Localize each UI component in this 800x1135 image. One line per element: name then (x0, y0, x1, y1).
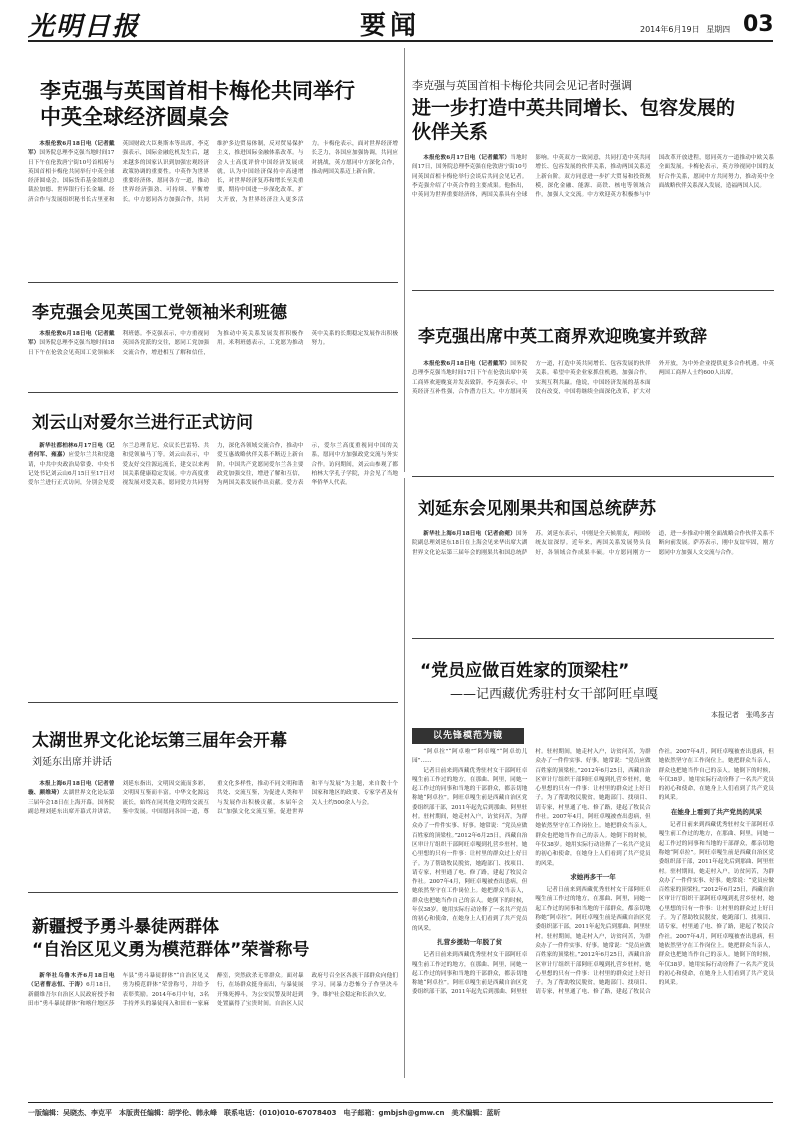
divider (412, 638, 774, 639)
weekday-text: 星期四 (706, 25, 731, 34)
divider (412, 290, 774, 291)
article-xinjiang-honor (28, 898, 398, 1078)
headline-line2: “自治区见义勇为模范群体”荣誉称号 (32, 940, 310, 960)
article-byline: 本报上海6月18日电（记者曾璇、颜维琦） (28, 781, 115, 797)
headline-line2: 中英全球经济圆桌会 (40, 105, 229, 129)
article-body (28, 330, 398, 376)
article-text-continued: 记者日前来到西藏优秀驻村女干部阿旺卓嘎生前工作过的地方，在那曲、阿里，同她一起工作过的同事和当地的干部群众，都亲切地称她“阿卓拉”。阿旺卓嘎生前是西藏自治区党委组织部干部，2011年起先后到那曲、阿里驻村。驻村期间，她走村入户，访贫问苦，为群众办了一件件实事、好事。她常说：“党员应做百姓家的顶梁柱。”2012年6月25日，西藏自治区审计厅组织干部阿旺卓嘎到扎营乡驻村，她心里想的只有一件事：让村里的群众过上好日子。为了帮助牧民脱贫，她跑部门、找项目、请专家，村里通了电、修了路，建起了牧民合作社。2007年4月，阿旺卓嘎被查出患病，但她依然坚守在工作岗位上。她把群众当亲人，群众也把她当作自己的亲人。她倒下的时候，年仅38岁。她用实际行动诠释了一名共产党员的初心和使命，在她身上人们看到了共产党员的风采。 (412, 749, 651, 996)
section-subhead: 扎营乡援助一年脱了贫 (437, 937, 503, 946)
newspaper-logo: 光明日报 (28, 12, 141, 42)
article-kicker: 李克强与英国首相卡梅伦共同会见记者时强调 (412, 79, 632, 92)
article-text: 6月18日，新疆维吾尔自治区人民政府授予和田市“勇斗暴徒群体”和喀什地区莎车县“勇斗暴徒群体”“自治区见义勇为模范群体”荣誉称号，并给予表彰奖励。2014年6月中旬，3名手持斧头的暴徒闯入和田市一家麻醉室，突然砍杀无辜群众。面对暴行，在场群众挺身而出，与暴徒展开殊死搏斗，为公安民警及时赶到处置赢得了宝贵时间。自治区人民政府号召全区各族干部群众向他们学习，同暴力恐怖分子作坚决斗争，维护社会稳定和长治久安。 (28, 973, 398, 1007)
article-byline: 新华社上海6月18日电（记者俞菀） (423, 531, 516, 537)
issue-date (640, 24, 730, 35)
article-headline (32, 916, 398, 962)
article-body (28, 972, 398, 1072)
footer-divider (28, 1102, 773, 1103)
article-body (28, 780, 398, 884)
article-body (412, 748, 774, 1078)
divider (28, 392, 398, 393)
column-logo: 以先锋模范为镜 (412, 728, 524, 744)
article-headline: 李克强会见英国工党领袖米利班德 (32, 303, 287, 323)
article-byline: 新华社乌鲁木齐6月18日电（记者曹志恒、于涛） (28, 973, 115, 989)
article-headline: 刘延东会见刚果共和国总统萨苏 (418, 499, 656, 519)
article-body (28, 442, 398, 694)
page-number: 03 (743, 12, 774, 37)
article-business-dinner (412, 296, 774, 472)
article-text-continued: 记者日前来到西藏优秀驻村女干部阿旺卓嘎生前工作过的地方，在那曲、阿里，同她一起工作过的同事和当地的干部群众，都亲切地称她“阿卓拉”。阿旺卓嘎生前是西藏自治区党委组织部干部，2011年起先后到那曲、阿里驻村。驻村期间，她走村入户，访贫问苦，为群众办了一件件实事、好事。她常说：“党员应做百姓家的顶梁柱。”2012年6月25日，西藏自治区审计厅组织干部阿旺卓嘎到扎营乡驻村，她心里想的只有一件事：让村里的群众过上好日子。为了帮助牧民脱贫，她跑部门、找项目、请专家，村里通了电、修了路，建起了牧民合作社。2007年4月，阿旺卓嘎被查出患病，但她依然坚守在工作岗位上。她把群众当亲人，群众也把她当作自己的亲人。她倒下的时候，年仅38岁。她用实际行动诠释了一名共产党员的初心和使命，在她身上人们看到了共产党员的风采。 (535, 749, 774, 996)
article-text: 国务院总理李克强当地时间17日下午在伦敦出席中英工商界欢迎晚宴并发表致辞。李克强表示，中英经济互补性强，合作潜力巨大。中方愿同英方一道，打造中英共同增长、包容发展的伙伴关系。希望中英企业家抓住机遇，加强合作，实现互利共赢。他说，中国经济发展的基本面没有改变，中国将继续全面深化改革，扩大对外开放，为中外企业提供更多合作机遇。中英两国工商界人士约600人出席。 (412, 361, 774, 395)
article-congo-president (412, 484, 774, 634)
divider (28, 702, 398, 703)
column-divider-bottom (404, 478, 405, 1078)
date-text: 2014年6月19日 (640, 25, 700, 34)
headline-line1: 新疆授予勇斗暴徒两群体 (32, 917, 219, 937)
divider (28, 282, 398, 283)
article-text: 应爱尔兰共和党邀请，中共中央政治局常委、中央书记处书记刘云山6月15日至17日对爱尔兰进行正式访问，分别会见爱尔兰总理肯尼、众议长巴雷特、共和党领袖马丁等。刘云山表示，中爱友好交往源远流长，建交以来两国关系健康稳定发展。中方高度重视发展对爱关系，愿同爱方共同努力，深化各领域交流合作，推动中爱互惠战略伙伴关系不断迈上新台阶。中国共产党愿同爱尔兰各主要政党加强交往，增进了解和互信，为两国关系发展作出贡献。爱方表示，爱尔兰高度重视同中国的关系，愿同中方加强政党交流与务实合作。访问期间，刘云山参观了都柏林大学孔子学院，并会见了当地华侨华人代表。 (28, 443, 398, 487)
article-press-conference (412, 48, 774, 288)
article-text-continued: 记者日前来到西藏优秀驻村女干部阿旺卓嘎生前工作过的地方，在那曲、阿里，同她一起工作过的同事和当地的干部群众，都亲切地称她“阿卓拉”。阿旺卓嘎生前是西藏自治区党委组织部干部，2011年起先后到那曲、阿里驻村。驻村期间，她走村入户，访贫问苦，为群众办了一件件实事、好事。她常说：“党员应做百姓家的顶梁柱。”2012年6月25日，西藏自治区审计厅组织干部阿旺卓嘎到扎营乡驻村，她心里想的只有一件事：让村里的群众过上好日子。为了帮助牧民脱贫，她跑部门、找项目、请专家，村里通了电、修了路，建起了牧民合作社。2007年4月，阿旺卓嘎被查出患病，但她依然坚守在工作岗位上。她把群众当亲人，群众也把她当作自己的亲人。她倒下的时候，年仅38岁。她用实际行动诠释了一名共产党员的初心和使命，在她身上人们看到了共产党员的风采。 (658, 822, 774, 987)
section-subhead: 在她身上看到了共产党员的风采 (670, 807, 762, 816)
article-byline: 新华社都柏林6月17日电（记者何军、雍嘉） (28, 443, 115, 459)
article-byline: 本报伦敦6月17日电（记者戴军） (423, 155, 511, 161)
article-body (412, 530, 774, 622)
article-byline: 本报伦敦6月18日电（记者戴军） (423, 361, 511, 367)
article-reporter: 本报记者 张鸣多吉 (711, 711, 774, 719)
article-text: 国务院副总理刘延东18日在上海会见来华出席大湖世界文化论坛第三届年会的刚果共和国总统萨苏。刘延东表示，中刚是全天候朋友，两国传统友谊深厚。近年来，两国关系发展势头良好，各领域合作成果丰硕。中方愿同刚方一道，进一步推动中刚全面战略合作伙伴关系不断向前发展。萨苏表示，刚中友谊牢固，刚方愿同中方加强人文交流与合作。 (412, 531, 774, 556)
article-headline: 太湖世界文化论坛第三届年会开幕 (32, 731, 287, 751)
article-headline: “党员应做百姓家的顶梁柱” (420, 661, 630, 681)
article-byline: 本报伦敦6月18日电（记者戴军） (28, 331, 115, 347)
article-subtitle: ——记西藏优秀驻村女干部阿旺卓嘎 (450, 687, 659, 702)
article-headline (40, 78, 398, 130)
article-subtitle: 刘延东出席并讲话 (32, 757, 112, 768)
article-text: 记者日前来到西藏优秀驻村女干部阿旺卓嘎生前工作过的地方，在那曲、阿里，同她一起工作过的同事和当地的干部群众，都亲切地称她“阿卓拉”。阿旺卓嘎生前是西藏自治区党委组织部干部，2011年起先后到那曲、阿里驻村。驻村期间，她走村入户，访贫问苦，为群众办了一件件实事、好事。她常说：“党员应做百姓家的顶梁柱。”2012年6月25日，西藏自治区审计厅组织干部阿旺卓嘎到扎营乡驻村，她心里想的只有一件事：让村里的群众过上好日子。为了帮助牧民脱贫，她跑部门、找项目、请专家，村里通了电、修了路，建起了牧民合作社。2007年4月，阿旺卓嘎被查出患病，但她依然坚守在工作岗位上。她把群众当亲人，群众也把她当作自己的亲人。她倒下的时候，年仅38岁。她用实际行动诠释了一名共产党员的初心和使命，在她身上人们看到了共产党员的风采。 (412, 767, 528, 932)
headline-line2: 伙伴关系 (412, 121, 489, 143)
section-title: 要闻 (360, 11, 421, 41)
headline-line1: 李克强与英国首相卡梅伦共同举行 (40, 79, 355, 103)
article-miliband (28, 290, 398, 388)
article-headline (412, 96, 774, 144)
article-intro: “阿卓拉”“阿卓啦”“阿卓嘎”“阿卓幼儿园”…… (412, 749, 528, 765)
article-headline: 刘云山对爱尔兰进行正式访问 (32, 413, 253, 433)
article-tibet-cadre (412, 644, 774, 1078)
article-text: 国务院总理李克强当地时间17日下午在伦敦唐宁街10号首相府与英国首相卡梅伦共同举行中英全球经济圆桌会。国际货币基金组织总裁拉加德、世界银行行长金墉、经济合作与发展组织秘书长古里亚和英国财政大臣奥斯本等出席。李克强表示，国际金融危机发生后，越来越多的国家认识到加强宏观经济政策协调的重要性。中英作为世界重要经济体，愿同各方一道，推动世界经济强劲、可持续、平衡增长。中方愿同各方加强合作，共同维护多边贸易体制，反对贸易保护主义，推进国际金融体系改革。与会人士高度评价中国经济发展成就，认为中国经济保持中高速增长，对世界经济复苏和增长至关重要，期待中国进一步深化改革，扩大开放，为世界经济注入更多活力。卡梅伦表示，面对世界经济增长乏力，各国应加强协调，共同应对挑战，英方愿同中方深化合作，推动两国关系迈上新台阶。 (28, 141, 398, 203)
article-headline: 李克强出席中英工商界欢迎晚宴并致辞 (418, 327, 707, 347)
article-body (412, 360, 774, 452)
headline-line1: 进一步打造中英共同增长、包容发展的 (412, 97, 736, 119)
article-body (28, 140, 398, 265)
article-text: 国务院总理李克强当地时间18日下午在伦敦会见英国工党领袖米利班德。李克强表示，中方重视同英国各党派的交往，愿同工党加强交流合作，增进相互了解和信任，为推动中英关系发展发挥积极作用。米利班德表示，工党愿为推动英中关系的长期稳定发展作出积极努力。 (28, 331, 398, 356)
page-footer: 一版编辑：吴晓杰、李克平 本版责任编辑：胡学伦、韩永峰 联系电话：(010)010-67078403 电子邮箱：gmbjsh@gmw.cn 美术编辑：蓝昕 (28, 1109, 501, 1117)
divider (28, 892, 398, 893)
section-subhead: 求她再多干一年 (570, 872, 616, 881)
masthead-divider (28, 40, 773, 42)
article-body (412, 154, 774, 274)
article-text: 当地时间17日，国务院总理李克强在伦敦唐宁街10号同英国首相卡梅伦举行会谈后共同会见记者。李克强介绍了中英合作的主要成果。他指出，中英同为世界重要经济体，两国关系具有全球影响。中英双方一致同意，共同打造中英共同增长、包容发展的伙伴关系，推动两国关系迈上新台阶。双方同意进一步扩大贸易和投资规模，深化金融、能源、高铁、核电等领域合作，加强人文交流。中方欢迎英方积极参与中国改革开放进程，愿同英方一道推动中欧关系全面发展。卡梅伦表示，英方珍视同中国的友好合作关系，愿同中方共同努力，推动英中全面战略伙伴关系深入发展，造福两国人民。 (412, 155, 774, 199)
article-taihu-forum (28, 708, 398, 886)
divider (412, 476, 774, 477)
article-byline: 本报伦敦6月18日电（记者戴军） (28, 141, 115, 157)
article-text: 太湖世界文化论坛第三届年会18日在上海开幕。国务院副总理刘延东出席开幕式并讲话。刘延东指出，文明因交流而多彩，文明因互鉴而丰富。中华文化源远流长，始终在同其他文明的交流互鉴中发展。中国愿同各国一道，尊重文化多样性，推动不同文明和谐共处、交流互鉴，为促进人类和平与发展作出积极贡献。本届年会以“加强文化交流互鉴，促进世界和平与发展”为主题，来自数十个国家和地区的政要、专家学者及有关人士约500余人与会。 (28, 781, 398, 815)
article-ireland-visit (28, 398, 398, 698)
article-roundtable (28, 48, 398, 274)
column-divider-top (404, 48, 405, 472)
